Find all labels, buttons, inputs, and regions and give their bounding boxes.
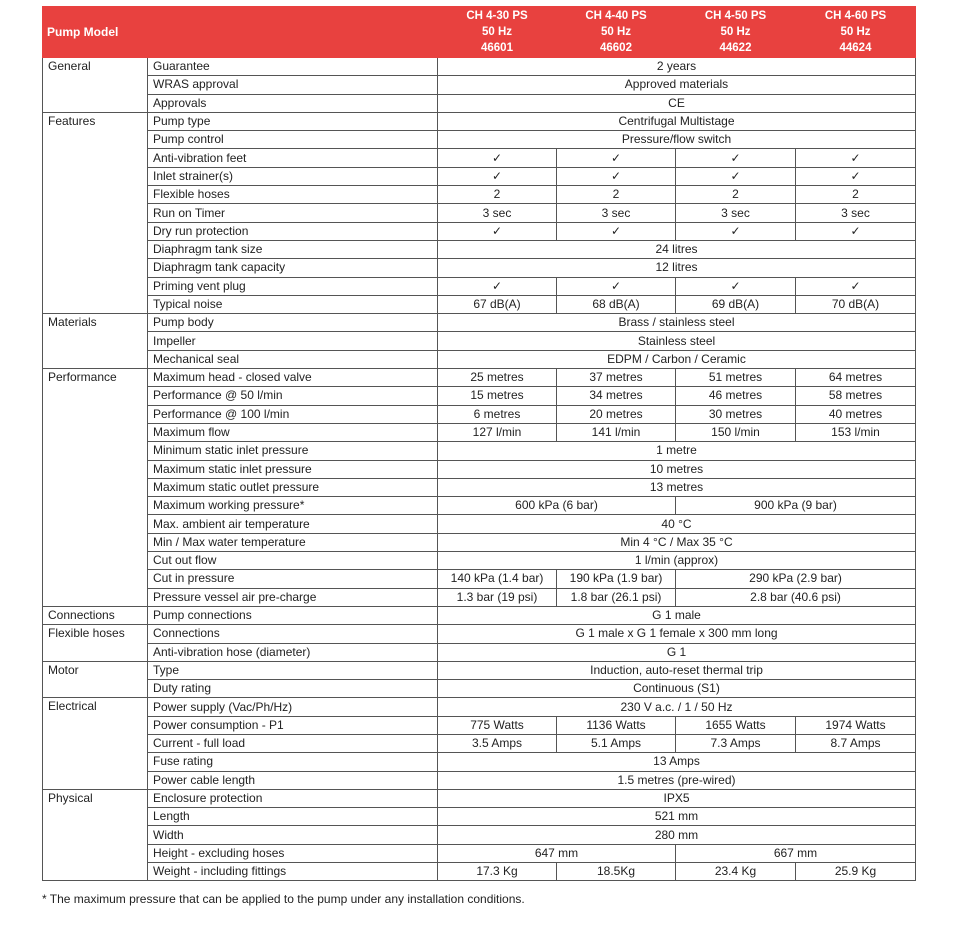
- value-cell: 150 l/min: [676, 423, 796, 441]
- value-cell: Continuous (S1): [438, 680, 916, 698]
- property-label: Pump type: [148, 112, 438, 130]
- value-cell: Brass / stainless steel: [438, 314, 916, 332]
- model-frequency: 50 Hz: [720, 26, 751, 38]
- table-row: [43, 112, 916, 130]
- value-cell: 1655 Watts: [676, 716, 796, 734]
- table-row: [43, 259, 916, 277]
- property-label: Connections: [148, 625, 438, 643]
- checkmark-icon: ✓: [676, 277, 796, 295]
- value-cell: 2: [796, 186, 916, 204]
- value-cell: 521 mm: [438, 808, 916, 826]
- model-column-header: [676, 7, 796, 58]
- table-row: [43, 369, 916, 387]
- value-cell: 20 metres: [557, 405, 676, 423]
- value-cell: 30 metres: [676, 405, 796, 423]
- value-cell: G 1 male: [438, 606, 916, 624]
- checkmark-icon: ✓: [796, 222, 916, 240]
- property-label: Max. ambient air temperature: [148, 515, 438, 533]
- table-row: [43, 734, 916, 752]
- table-row: [43, 771, 916, 789]
- value-cell: 68 dB(A): [557, 295, 676, 313]
- table-row: [43, 94, 916, 112]
- value-cell: G 1 male x G 1 female x 300 mm long: [438, 625, 916, 643]
- property-label: Pump connections: [148, 606, 438, 624]
- value-cell: 23.4 Kg: [676, 863, 796, 881]
- group-label: General: [43, 58, 148, 113]
- property-label: Diaphragm tank size: [148, 240, 438, 258]
- property-label: Anti-vibration feet: [148, 149, 438, 167]
- table-row: [43, 350, 916, 368]
- table-row: [43, 625, 916, 643]
- value-cell: 1.3 bar (19 psi): [438, 588, 557, 606]
- property-label: Length: [148, 808, 438, 826]
- model-column-header: [438, 7, 557, 58]
- value-cell: CE: [438, 94, 916, 112]
- group-label: Flexible hoses: [43, 625, 148, 662]
- table-row: [43, 497, 916, 515]
- table-row: [43, 58, 916, 76]
- value-cell: 40 metres: [796, 405, 916, 423]
- table-row: [43, 643, 916, 661]
- value-cell: 190 kPa (1.9 bar): [557, 570, 676, 588]
- property-label: WRAS approval: [148, 76, 438, 94]
- property-label: Dry run protection: [148, 222, 438, 240]
- checkmark-icon: ✓: [796, 167, 916, 185]
- property-label: Diaphragm tank capacity: [148, 259, 438, 277]
- property-label: Run on Timer: [148, 204, 438, 222]
- property-label: Type: [148, 661, 438, 679]
- property-label: Pump body: [148, 314, 438, 332]
- table-row: [43, 149, 916, 167]
- value-cell: 10 metres: [438, 460, 916, 478]
- value-cell: 3.5 Amps: [438, 734, 557, 752]
- value-cell: 153 l/min: [796, 423, 916, 441]
- property-label: Width: [148, 826, 438, 844]
- table-header: [43, 7, 916, 58]
- group-label: Physical: [43, 789, 148, 880]
- table-row: [43, 826, 916, 844]
- model-name: CH 4-60 PS: [824, 10, 887, 22]
- value-cell: 2: [438, 186, 557, 204]
- value-cell: 140 kPa (1.4 bar): [438, 570, 557, 588]
- table-row: [43, 515, 916, 533]
- value-cell: 58 metres: [796, 387, 916, 405]
- property-label: Cut in pressure: [148, 570, 438, 588]
- table-row: [43, 753, 916, 771]
- property-label: Power cable length: [148, 771, 438, 789]
- checkmark-icon: ✓: [557, 149, 676, 167]
- checkmark-icon: ✓: [796, 149, 916, 167]
- value-cell: 15 metres: [438, 387, 557, 405]
- table-row: [43, 131, 916, 149]
- property-label: Maximum static inlet pressure: [148, 460, 438, 478]
- value-cell: 70 dB(A): [796, 295, 916, 313]
- value-cell: 3 sec: [796, 204, 916, 222]
- value-cell: 34 metres: [557, 387, 676, 405]
- value-cell: 2: [557, 186, 676, 204]
- checkmark-icon: ✓: [438, 167, 557, 185]
- model-frequency: 50 Hz: [481, 26, 513, 38]
- value-cell: 13 Amps: [438, 753, 916, 771]
- table-row: [43, 716, 916, 734]
- table-row: [43, 863, 916, 881]
- value-cell: 1.5 metres (pre-wired): [438, 771, 916, 789]
- model-name: CH 4-30 PS: [466, 10, 528, 22]
- pump-spec-table: [42, 6, 916, 881]
- property-label: Performance @ 50 l/min: [148, 387, 438, 405]
- property-label: Pump control: [148, 131, 438, 149]
- value-cell: Pressure/flow switch: [438, 131, 916, 149]
- model-code: 44624: [839, 42, 872, 54]
- value-cell: 1.8 bar (26.1 psi): [557, 588, 676, 606]
- value-cell: 24 litres: [438, 240, 916, 258]
- value-cell: 3 sec: [557, 204, 676, 222]
- table-body: [43, 58, 916, 881]
- value-cell: 46 metres: [676, 387, 796, 405]
- table-row: [43, 186, 916, 204]
- value-cell: 1 metre: [438, 442, 916, 460]
- value-cell: EDPM / Carbon / Ceramic: [438, 350, 916, 368]
- property-label: Performance @ 100 l/min: [148, 405, 438, 423]
- footnote: * The maximum pressure that can be applied to the pump under any installation conditions.: [42, 892, 525, 906]
- value-cell: Min 4 °C / Max 35 °C: [438, 533, 916, 551]
- property-label: Flexible hoses: [148, 186, 438, 204]
- property-label: Minimum static inlet pressure: [148, 442, 438, 460]
- value-cell: Centrifugal Multistage: [438, 112, 916, 130]
- table-row: [43, 698, 916, 716]
- table-row: [43, 76, 916, 94]
- property-label: Approvals: [148, 94, 438, 112]
- property-label: Maximum static outlet pressure: [148, 478, 438, 496]
- table-row: [43, 240, 916, 258]
- checkmark-icon: ✓: [438, 277, 557, 295]
- property-label: Guarantee: [148, 58, 438, 76]
- table-row: [43, 533, 916, 551]
- table-row: [43, 167, 916, 185]
- value-cell: 67 dB(A): [438, 295, 557, 313]
- value-cell: 7.3 Amps: [676, 734, 796, 752]
- property-label: Maximum head - closed valve: [148, 369, 438, 387]
- value-cell: 40 °C: [438, 515, 916, 533]
- group-label: Electrical: [43, 698, 148, 789]
- value-cell: Induction, auto-reset thermal trip: [438, 661, 916, 679]
- model-code: 46601: [481, 42, 513, 54]
- value-cell: 51 metres: [676, 369, 796, 387]
- model-name: CH 4-50 PS: [704, 10, 767, 22]
- property-label: Impeller: [148, 332, 438, 350]
- value-cell: 25 metres: [438, 369, 557, 387]
- checkmark-icon: ✓: [438, 149, 557, 167]
- value-cell: 8.7 Amps: [796, 734, 916, 752]
- property-label: Maximum flow: [148, 423, 438, 441]
- value-cell: 1 l/min (approx): [438, 552, 916, 570]
- table-row: [43, 789, 916, 807]
- table-row: [43, 332, 916, 350]
- table-row: [43, 844, 916, 862]
- property-label: Pressure vessel air pre-charge: [148, 588, 438, 606]
- checkmark-icon: ✓: [676, 149, 796, 167]
- group-label: Connections: [43, 606, 148, 624]
- table-row: [43, 808, 916, 826]
- checkmark-icon: ✓: [676, 167, 796, 185]
- value-cell: 775 Watts: [438, 716, 557, 734]
- table-row: [43, 570, 916, 588]
- property-label: Height - excluding hoses: [148, 844, 438, 862]
- checkmark-icon: ✓: [557, 277, 676, 295]
- value-cell: IPX5: [438, 789, 916, 807]
- value-cell: G 1: [438, 643, 916, 661]
- model-name: CH 4-40 PS: [585, 10, 647, 22]
- property-label: Maximum working pressure*: [148, 497, 438, 515]
- value-cell: 647 mm: [438, 844, 676, 862]
- value-cell: 1974 Watts: [796, 716, 916, 734]
- table-row: [43, 405, 916, 423]
- value-cell: 12 litres: [438, 259, 916, 277]
- value-cell: 5.1 Amps: [557, 734, 676, 752]
- value-cell: 280 mm: [438, 826, 916, 844]
- checkmark-icon: ✓: [438, 222, 557, 240]
- value-cell: 667 mm: [676, 844, 916, 862]
- header-row: [43, 7, 916, 58]
- property-label: Anti-vibration hose (diameter): [148, 643, 438, 661]
- group-label: Materials: [43, 314, 148, 369]
- value-cell: 2.8 bar (40.6 psi): [676, 588, 916, 606]
- property-label: Mechanical seal: [148, 350, 438, 368]
- table-row: [43, 204, 916, 222]
- checkmark-icon: ✓: [557, 222, 676, 240]
- table-row: [43, 680, 916, 698]
- table-row: [43, 606, 916, 624]
- value-cell: 290 kPa (2.9 bar): [676, 570, 916, 588]
- model-code: 46602: [600, 42, 632, 54]
- table-row: [43, 295, 916, 313]
- value-cell: 3 sec: [438, 204, 557, 222]
- table-row: [43, 460, 916, 478]
- value-cell: 230 V a.c. / 1 / 50 Hz: [438, 698, 916, 716]
- value-cell: 1136 Watts: [557, 716, 676, 734]
- table-row: [43, 387, 916, 405]
- value-cell: 141 l/min: [557, 423, 676, 441]
- property-label: Power consumption - P1: [148, 716, 438, 734]
- model-column-header: [796, 7, 916, 58]
- property-label: Fuse rating: [148, 753, 438, 771]
- model-code: 44622: [719, 42, 752, 54]
- property-label: Inlet strainer(s): [148, 167, 438, 185]
- value-cell: 2: [676, 186, 796, 204]
- property-label: Cut out flow: [148, 552, 438, 570]
- value-cell: 69 dB(A): [676, 295, 796, 313]
- value-cell: Stainless steel: [438, 332, 916, 350]
- property-label: Duty rating: [148, 680, 438, 698]
- value-cell: 900 kPa (9 bar): [676, 497, 916, 515]
- property-label: Power supply (Vac/Ph/Hz): [148, 698, 438, 716]
- property-label: Enclosure protection: [148, 789, 438, 807]
- checkmark-icon: ✓: [676, 222, 796, 240]
- value-cell: 127 l/min: [438, 423, 557, 441]
- value-cell: 600 kPa (6 bar): [438, 497, 676, 515]
- table-row: [43, 661, 916, 679]
- value-cell: 17.3 Kg: [438, 863, 557, 881]
- value-cell: 3 sec: [676, 204, 796, 222]
- value-cell: Approved materials: [438, 76, 916, 94]
- property-label: Current - full load: [148, 734, 438, 752]
- value-cell: 2 years: [438, 58, 916, 76]
- checkmark-icon: ✓: [796, 277, 916, 295]
- table-row: [43, 478, 916, 496]
- group-label: Features: [43, 112, 148, 313]
- value-cell: 37 metres: [557, 369, 676, 387]
- model-frequency: 50 Hz: [840, 26, 871, 38]
- checkmark-icon: ✓: [557, 167, 676, 185]
- table-row: [43, 314, 916, 332]
- model-frequency: 50 Hz: [600, 26, 632, 38]
- table-row: [43, 552, 916, 570]
- property-label: Min / Max water temperature: [148, 533, 438, 551]
- value-cell: 6 metres: [438, 405, 557, 423]
- property-label: Typical noise: [148, 295, 438, 313]
- table-row: [43, 588, 916, 606]
- value-cell: 13 metres: [438, 478, 916, 496]
- value-cell: 18.5Kg: [557, 863, 676, 881]
- model-column-header: [557, 7, 676, 58]
- table-row: [43, 442, 916, 460]
- value-cell: 25.9 Kg: [796, 863, 916, 881]
- group-label: Motor: [43, 661, 148, 698]
- property-label: Priming vent plug: [148, 277, 438, 295]
- pump-model-label: Pump Model: [43, 7, 438, 58]
- group-label: Performance: [43, 369, 148, 607]
- property-label: Weight - including fittings: [148, 863, 438, 881]
- table-row: [43, 277, 916, 295]
- table-row: [43, 222, 916, 240]
- table-row: [43, 423, 916, 441]
- value-cell: 64 metres: [796, 369, 916, 387]
